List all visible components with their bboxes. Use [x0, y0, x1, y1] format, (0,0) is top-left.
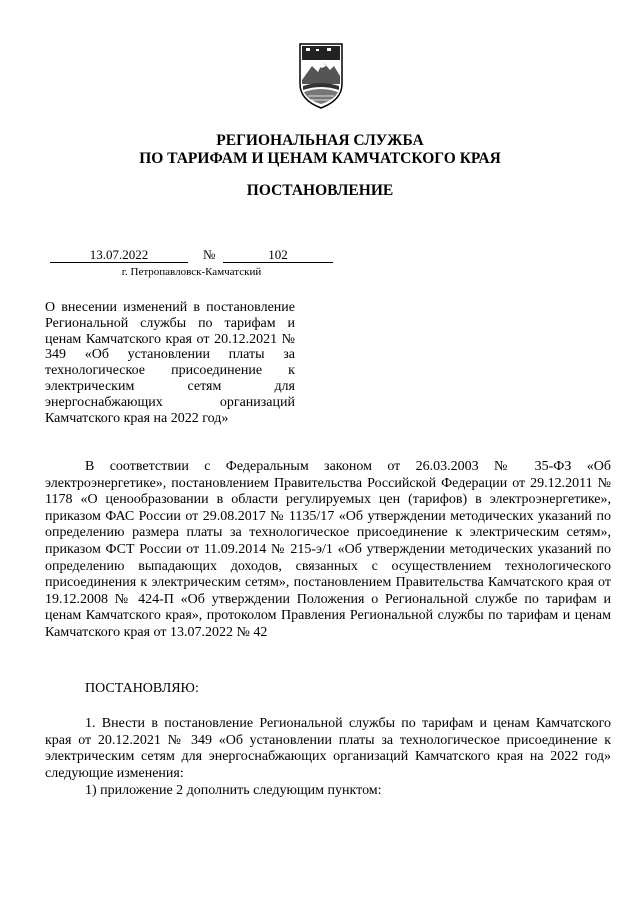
coat-of-arms-emblem: [296, 40, 346, 110]
item-1-paragraph: 1. Внести в постановление Региональной службы по тарифам и ценам Камчатского края от 20.12.2021 № 349 «Об установлении платы за технологическое присоединение к электрическим сетям для энергоснабжающих организаций Камчатского края на 2022 год» следующие изменения:: [45, 716, 611, 781]
document-type-title: ПОСТАНОВЛЕНИЕ: [246, 182, 394, 199]
document-subject: О внесении изменений в постановление Региональной службы по тарифам и ценам Камчатского края от 20.12.2021 № 349 «Об установлении платы за технологическое присоединение к электрическим сетям для энергоснабжающих организаций Камчатского края на 2022 год»: [45, 300, 295, 426]
decree-word: ПОСТАНОВЛЯЮ:: [85, 681, 199, 696]
item-1-subitem-1: 1) приложение 2 дополнить следующим пунктом:: [85, 783, 382, 798]
document-date: 13.07.2022: [50, 248, 188, 263]
document-number: 102: [223, 248, 333, 263]
number-sign: №: [203, 247, 216, 262]
organization-name: [0, 132, 640, 168]
issue-city: г. Петропавловск-Камчатский: [121, 266, 262, 278]
org-line-2: ПО ТАРИФАМ И ЦЕНАМ КАМЧАТСКОГО КРАЯ: [139, 150, 501, 167]
org-line-1: РЕГИОНАЛЬНАЯ СЛУЖБА: [216, 132, 424, 149]
preamble-paragraph: В соответствии с Федеральным законом от 26.03.2003 № 35-ФЗ «Об электроэнергетике», постановлением Правительства Российской Федерации от 29.12.2011 № 1178 «О ценообразовании в области регулируемых цен (тарифов) в электроэнергетике», приказом ФАС России от 29.08.2017 № 1135/17 «Об утверждении методических указаний по определению размера платы за технологическое присоединение к электрическим сетям», приказом ФСТ России от 11.09.2014 № 215-э/1 «Об утверждении методических указаний по определению выпадающих доходов, связанных с осуществлением технологического присоединения к электрическим сетям», постановлением Правительства Камчатского края от 19.12.2008 № 424-П «Об утверждении Положения о Региональной службе по тарифам и ценам Камчатского края», протоколом Правления Региональной службы по тарифам и ценам Камчатского края от 13.07.2022 № 42: [45, 459, 611, 640]
